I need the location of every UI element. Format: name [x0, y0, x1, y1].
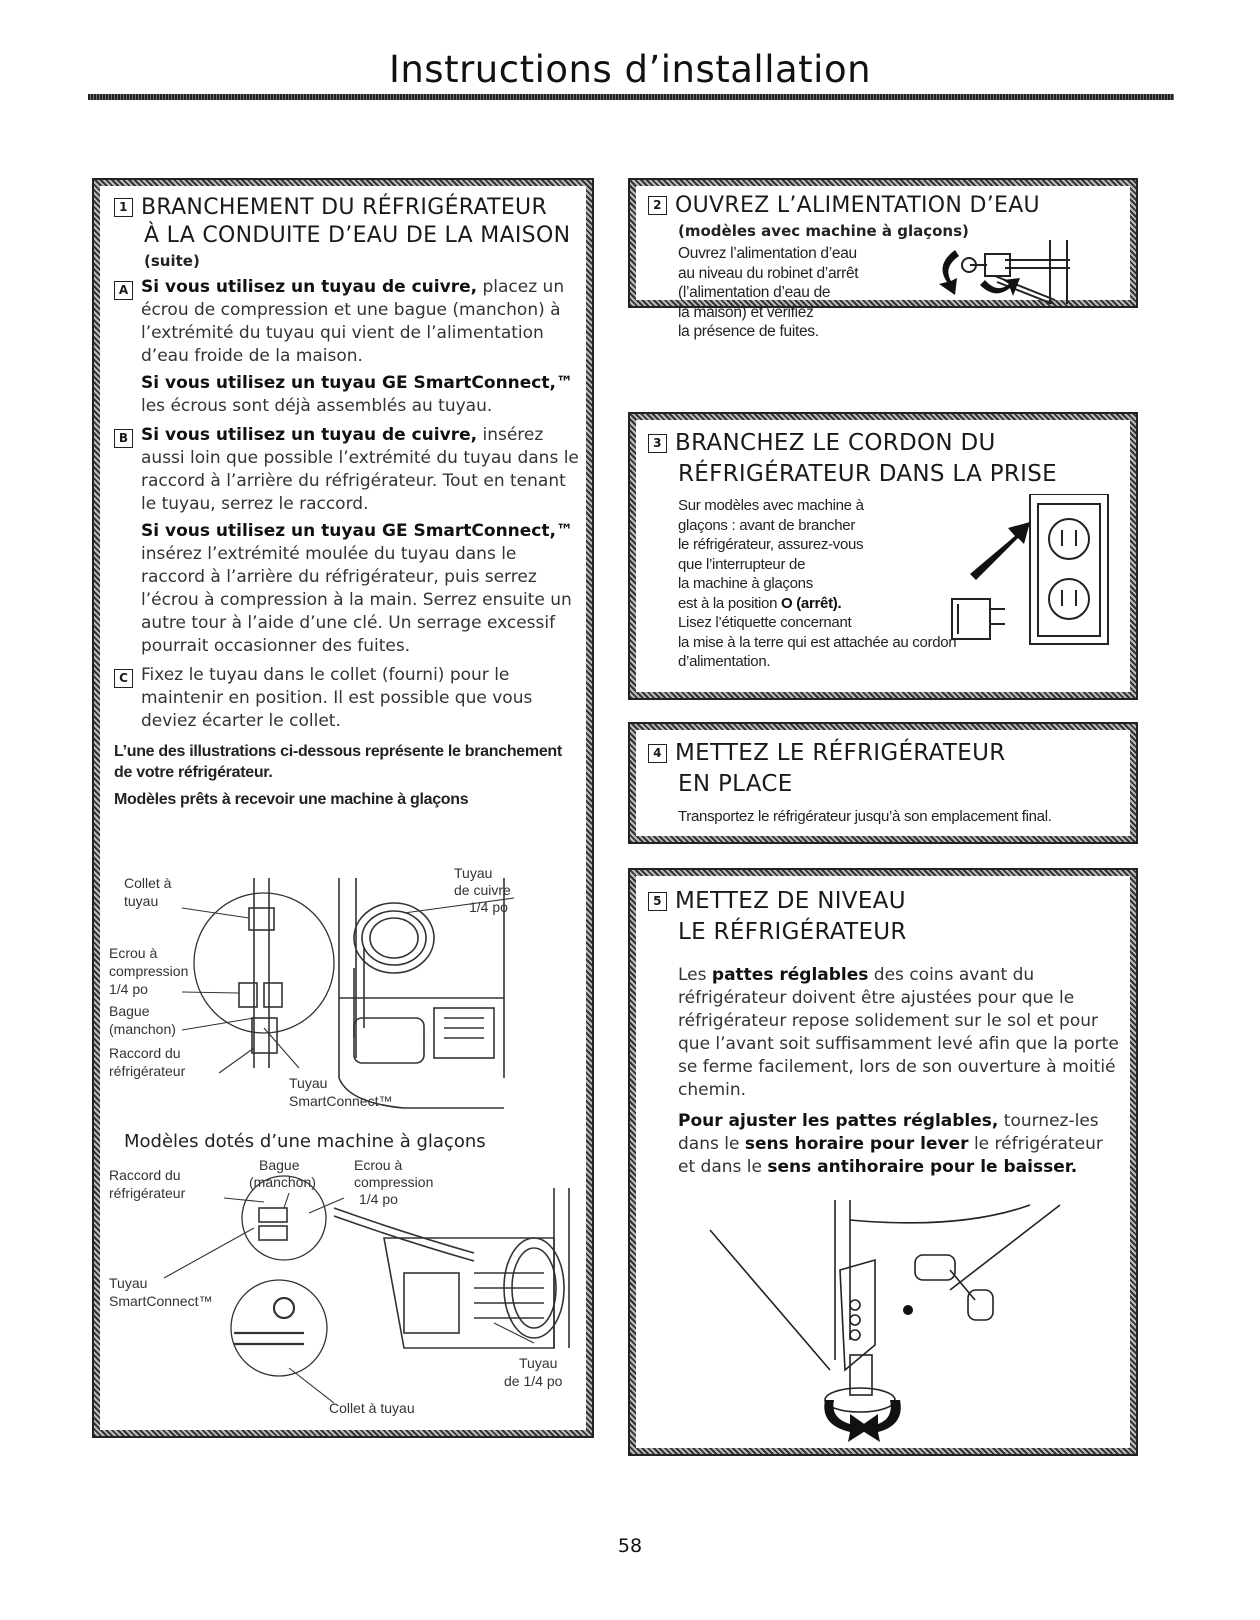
figure-1-illustration — [104, 868, 584, 1138]
step-letter-c: C — [114, 669, 133, 688]
label-raccord-1: Raccord du — [109, 1045, 181, 1061]
section-4-title: 4 METTEZ LE RÉFRIGÉRATEUR EN PLACE — [648, 738, 1128, 800]
step-b: B Si vous utilisez un tuyau de cuivre, insérez aussi loin que possible l’extrémité du tuyau dans le raccord à l’arrière du réfrigérateur. Tout en tenant le tuyau, serrez le raccord. Si vous utilisez un tuyau GE SmartConnect,™ insérez l’extrémité moulée du tuyau dans le raccord à l’arrière du réfrigérateur, puis serrez l’écrou à compression à la main. Serrez ensuite un autre tour à l’aide d’une clé. Un serrage excessif pourrait occasionner des fuites. — [114, 424, 584, 658]
arrow-up-right-icon — [970, 522, 1030, 580]
label-ecrou-3: 1/4 po — [109, 981, 148, 997]
refrigerator-rear-drawing — [259, 1188, 569, 1348]
label-ecrou-2: compression — [109, 963, 189, 979]
label-copper-3: 1/4 po — [469, 899, 508, 915]
label-raccord-2: réfrigérateur — [109, 1185, 186, 1201]
rotate-right-arrow-icon — [858, 1400, 901, 1442]
label-copper-1: Tuyau — [454, 868, 493, 881]
rotate-arrow-icon — [939, 250, 959, 295]
label-raccord-2: réfrigérateur — [109, 1063, 186, 1079]
page-number: 58 — [617, 1535, 643, 1557]
detail-circle — [194, 893, 334, 1033]
label-ecrou-1: Ecrou à — [109, 945, 158, 961]
section-5-panel — [628, 868, 1138, 1456]
figure-1-caption: Modèles prêts à recevoir une machine à glaçons — [114, 791, 469, 808]
section-2-panel — [628, 178, 1138, 340]
rotate-left-arrow-icon — [824, 1400, 870, 1442]
step-number-2: 2 — [648, 196, 667, 215]
page-title: Instructions d’installation — [388, 48, 872, 91]
title-rule — [88, 94, 1174, 100]
figure-2-caption: Modèles dotés d’une machine à glaçons — [124, 1131, 486, 1152]
label-collet-2: tuyau — [124, 893, 159, 909]
leader-lines — [164, 1193, 534, 1403]
figure-2-illustration — [104, 1158, 584, 1430]
label-bague-1: Bague — [259, 1158, 300, 1173]
step-number-3: 3 — [648, 434, 667, 453]
section-5-text: Les pattes réglables des coins avant du réfrigérateur doivent être ajustées pour que le réfrigérateur repose solidement sur le sol et pour que l’avant soit suffisamment levé afin que la porte se ferme facilement, lors de son ouverture à moitié chemin. Pour ajuster les pattes réglables, tournez-les dans le sens horaire pour lever le réfrigérateur et dans le sens antihoraire pour le baisser. — [678, 965, 1119, 1177]
detail-circle-bottom — [231, 1280, 327, 1376]
installation-note: L’une des illustrations ci-dessous représente le branchement de votre réfrigérateur. — [114, 743, 562, 781]
label-smart-2: SmartConnect™ — [109, 1293, 213, 1309]
step-c: C Fixez le tuyau dans le collet (fourni) pour le maintenir en position. Il est possible que vous deviez écarter le collet. — [114, 664, 584, 733]
label-copper-2: de cuivre — [454, 882, 511, 898]
label-bague-2: (manchon) — [109, 1021, 176, 1037]
step-letter-a: A — [114, 281, 133, 300]
step-letter-b: B — [114, 429, 133, 448]
step-a: A Si vous utilisez un tuyau de cuivre, placez un écrou de compression et une bague (manchon) à l’extrémité du tuyau qui vient de l’alimentation d’eau froide de la maison. Si vous utilisez un tuyau GE SmartConnect,™ les écrous sont déjà assemblés au tuyau. — [114, 276, 584, 418]
leveling-leg-illustration — [700, 1200, 1080, 1445]
section-3-panel — [628, 412, 1138, 700]
section-5-title: 5 METTEZ DE NIVEAU LE RÉFRIGÉRATEUR — [648, 886, 1128, 948]
section-4-panel — [628, 722, 1138, 844]
section-3-text: Sur modèles avec machine à glaçons : avant de brancher le réfrigérateur, assurez-vous que l’interrupteur de la machine à glaçons est à la position O (arrêt). Lisez l’étiquette concernant la mise à la terre qui est attachée au cordon d’alimentation. — [678, 497, 957, 670]
section-1-panel — [92, 178, 594, 1438]
section-1-subtitle: (suite) — [144, 252, 200, 270]
label-collet: Collet à tuyau — [329, 1400, 415, 1416]
label-collet-1: Collet à — [124, 875, 172, 891]
label-raccord-1: Raccord du — [109, 1167, 181, 1183]
step-number-4: 4 — [648, 744, 667, 763]
label-smart-1: Tuyau — [109, 1275, 148, 1291]
label-smart-2: SmartConnect™ — [289, 1093, 393, 1109]
leader-lines — [182, 898, 514, 1073]
section-2-text: Ouvrez l’alimentation d’eau au niveau du robinet d’arrêt (l’alimentation d’eau de la maison) et vérifiez la présence de fuites. — [678, 245, 859, 340]
step-number-1: 1 — [114, 198, 133, 217]
label-tube-2: de 1/4 po — [504, 1373, 563, 1389]
section-2-subtitle: (modèles avec machine à glaçons) — [678, 222, 969, 240]
label-smart-1: Tuyau — [289, 1075, 328, 1091]
label-ecrou-1: Ecrou à — [354, 1158, 403, 1173]
label-ecrou-2: compression — [354, 1174, 434, 1190]
section-4-text: Transportez le réfrigérateur jusqu’à son emplacement final. — [678, 808, 1052, 825]
section-2-title: 2 OUVREZ L’ALIMENTATION D’EAU — [648, 192, 1128, 220]
step-number-5: 5 — [648, 892, 667, 911]
section-3-title: 3 BRANCHEZ LE CORDON DU RÉFRIGÉRATEUR DANS LA PRISE — [648, 428, 1128, 490]
label-tube-1: Tuyau — [519, 1355, 558, 1371]
shutoff-valve-illustration — [925, 240, 1085, 304]
outlet-plug-illustration — [930, 494, 1120, 654]
section-1-title: 1 BRANCHEMENT DU RÉFRIGÉRATEUR À LA CONDUITE D’EAU DE LA MAISON — [114, 194, 584, 250]
label-bague-1: Bague — [109, 1003, 150, 1019]
rotate-arrow-icon — [980, 278, 1020, 296]
label-ecrou-3: 1/4 po — [359, 1191, 398, 1207]
label-bague-2: (manchon) — [249, 1174, 316, 1190]
refrigerator-rear-drawing — [239, 878, 504, 1108]
